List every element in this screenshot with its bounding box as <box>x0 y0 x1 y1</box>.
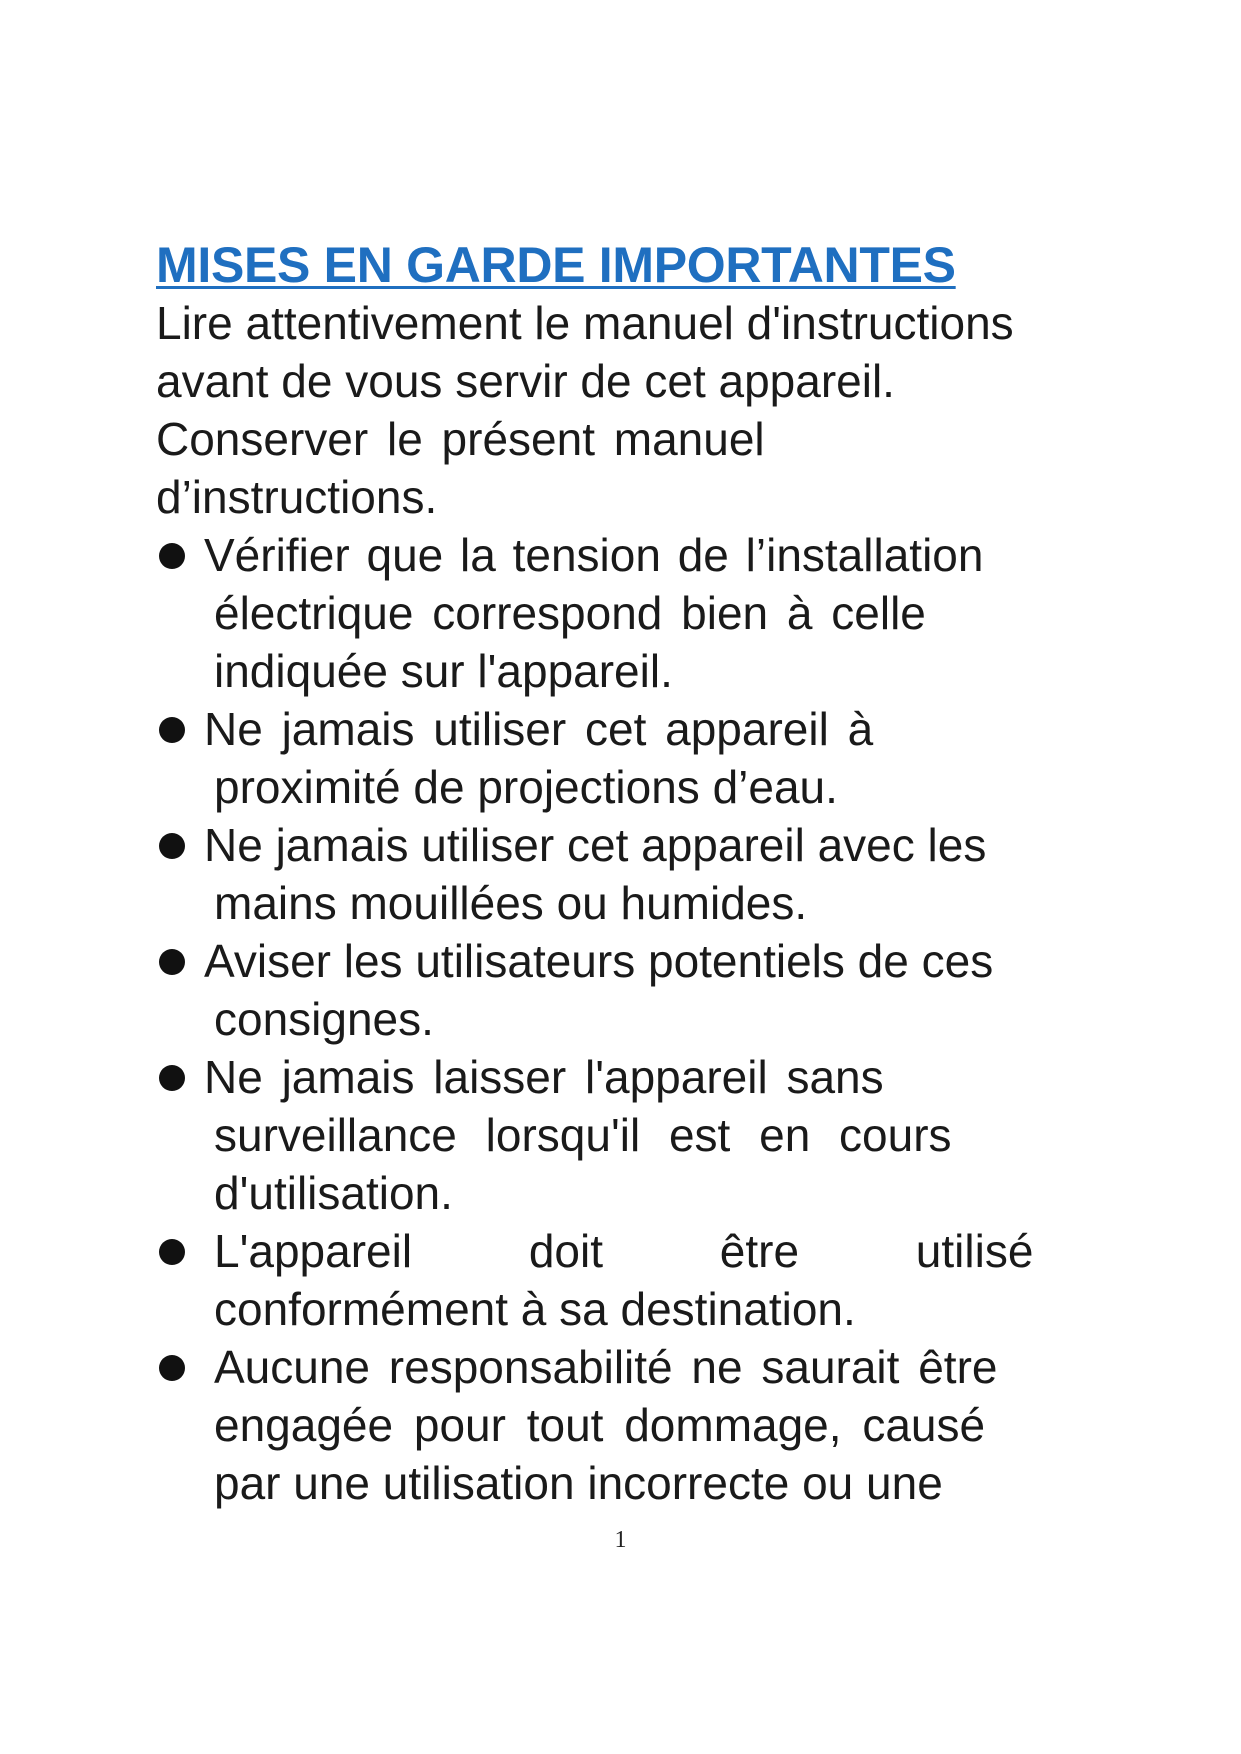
warning-line: Aucune responsabilité ne saurait être <box>214 1341 998 1393</box>
warning-item <box>156 816 1091 932</box>
warning-item <box>156 1222 1091 1338</box>
warning-item <box>156 932 1091 1048</box>
warning-line: Ne jamais laisser l'appareil sans <box>204 1051 884 1103</box>
warning-line: Ne jamais utiliser cet appareil à <box>204 703 874 755</box>
intro-line: Lire attentivement le manuel d'instructions <box>156 297 1014 349</box>
document-page <box>156 238 1091 1512</box>
warning-line: consignes. <box>214 993 434 1045</box>
bullet-icon <box>159 1065 185 1091</box>
warnings-list <box>156 526 1091 1512</box>
page-number: 1 <box>614 1527 627 1553</box>
warning-item <box>156 526 1091 700</box>
warning-line: indiquée sur l'appareil. <box>214 645 673 697</box>
warning-line: engagée pour tout dommage, causé <box>214 1399 986 1451</box>
bullet-icon <box>159 1355 185 1381</box>
bullet-icon <box>159 543 185 569</box>
warning-line: par une utilisation incorrecte ou une <box>214 1457 943 1509</box>
bullet-icon <box>159 833 185 859</box>
warning-item <box>156 1048 1091 1222</box>
warning-line: proximité de projections d’eau. <box>214 761 838 813</box>
intro-line: Conserver le présent manuel <box>156 413 765 465</box>
warning-line: L'appareil doit être utilisé <box>214 1225 1034 1277</box>
intro-line: d’instructions. <box>156 471 438 523</box>
warning-line: Ne jamais utiliser cet appareil avec les <box>204 819 987 871</box>
warning-line: surveillance lorsqu'il est en cours <box>214 1109 952 1161</box>
bullet-icon <box>159 1239 185 1265</box>
warning-item <box>156 700 1091 816</box>
warning-line: Vérifier que la tension de l’installation <box>204 529 984 581</box>
warning-line: Aviser les utilisateurs potentiels de ces <box>204 935 994 987</box>
bullet-icon <box>159 717 185 743</box>
intro-paragraph <box>156 294 1091 526</box>
warning-item <box>156 1338 1091 1512</box>
warning-line: mains mouillées ou humides. <box>214 877 808 929</box>
warning-line: électrique correspond bien à celle <box>214 587 926 639</box>
warning-line: conformément à sa destination. <box>214 1283 856 1335</box>
warning-line: d'utilisation. <box>214 1167 453 1219</box>
bullet-icon <box>159 949 185 975</box>
intro-line: avant de vous servir de cet appareil. <box>156 355 895 407</box>
page-title: MISES EN GARDE IMPORTANTES <box>156 237 956 293</box>
